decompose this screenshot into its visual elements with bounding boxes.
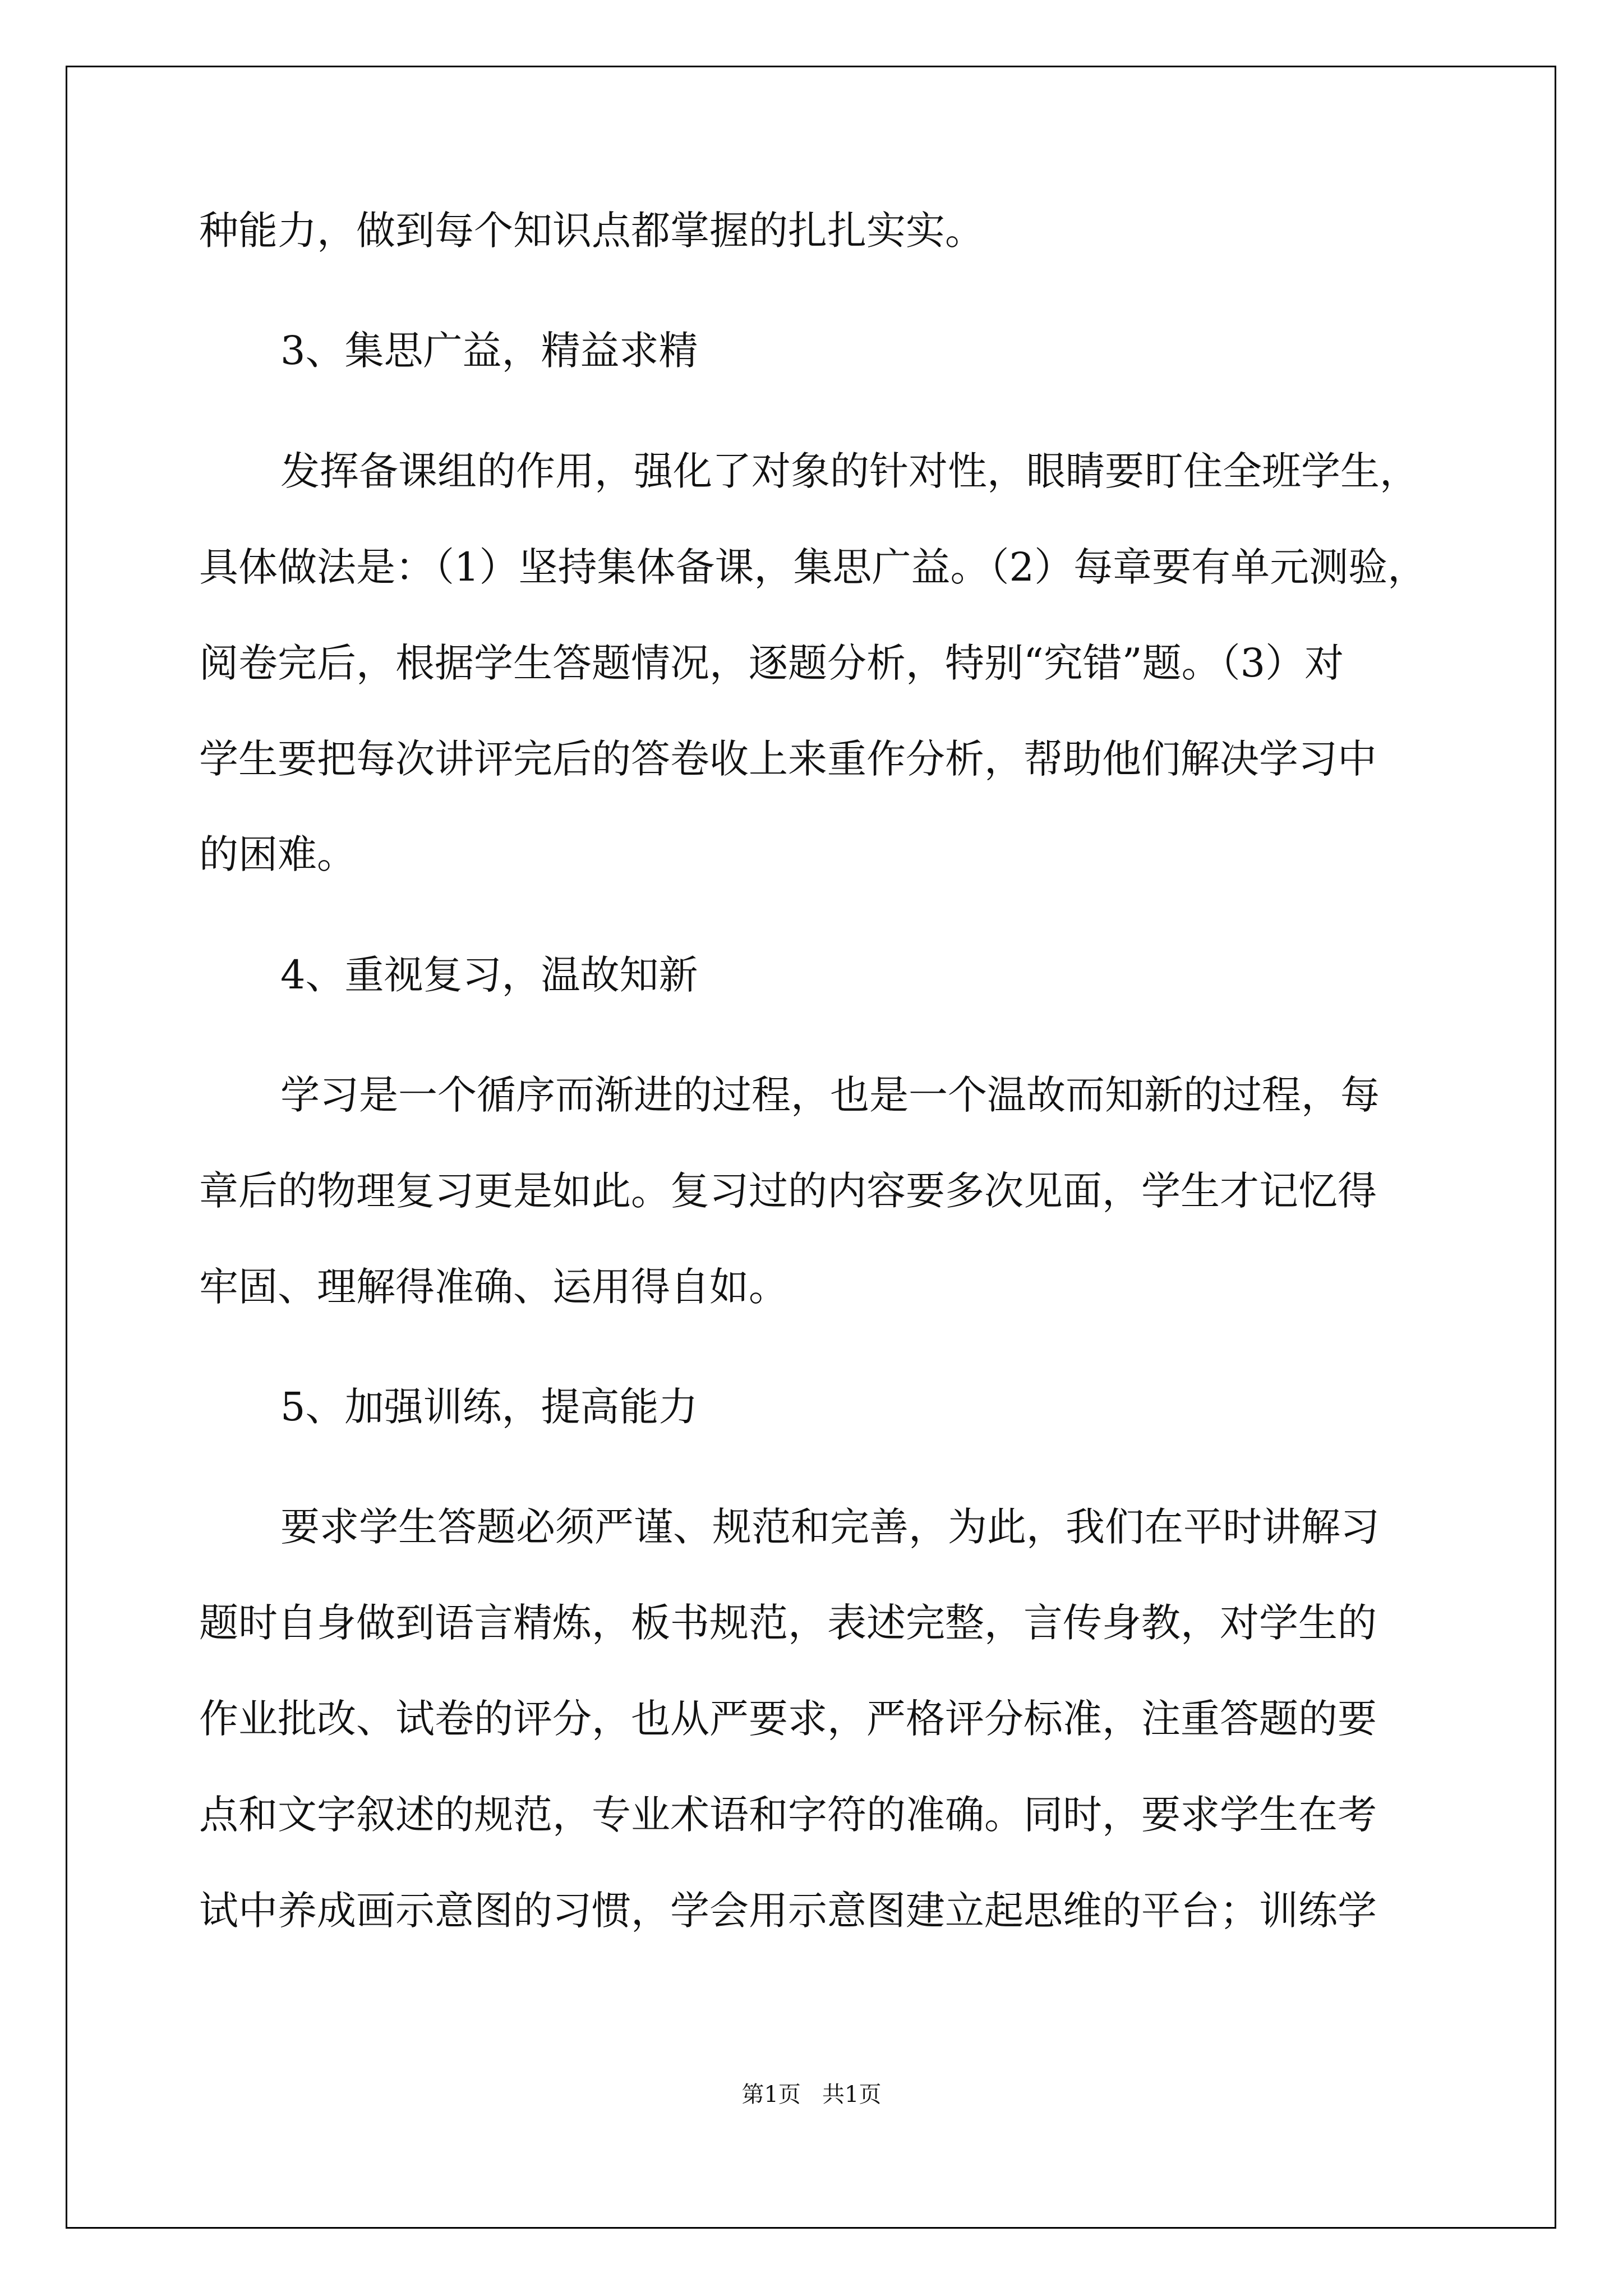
paragraph-line: 发挥备课组的作用，强化了对象的针对性，眼睛要盯住全班学生， <box>280 448 1419 494</box>
paragraph-line: 要求学生答题必须严谨、规范和完善，为此，我们在平时讲解习 <box>280 1504 1380 1550</box>
section-heading: 3、集思广益，精益求精 <box>280 328 698 374</box>
paragraph-line: 试中养成画示意图的习惯，学会用示意图建立起思维的平台；训练学 <box>199 1888 1377 1934</box>
page-number-footer: 第1页 共1页 <box>741 2082 882 2108</box>
paragraph-line: 具体做法是：（1）坚持集体备课，集思广益。（2）每章要有单元测验， <box>199 544 1427 590</box>
paragraph-line: 种能力，做到每个知识点都掌握的扎扎实实。 <box>199 208 984 254</box>
paragraph-line: 点和文字叙述的规范，专业术语和字符的准确。同时，要求学生在考 <box>199 1792 1377 1838</box>
paragraph-line: 章后的物理复习更是如此。复习过的内容要多次见面，学生才记忆得 <box>199 1168 1377 1214</box>
paragraph-line: 阅卷完后，根据学生答题情况，逐题分析，特别“究错”题。（3）对 <box>199 640 1344 686</box>
paragraph-line: 学生要把每次讲评完后的答卷收上来重作分析，帮助他们解决学习中 <box>199 736 1377 782</box>
section-heading: 4、重视复习，温故知新 <box>280 952 698 998</box>
paragraph-line: 学习是一个循序而渐进的过程，也是一个温故而知新的过程，每 <box>280 1072 1380 1118</box>
paragraph-line: 的困难。 <box>199 831 356 877</box>
paragraph-line: 牢固、理解得准确、运用得自如。 <box>199 1264 788 1310</box>
paragraph-line: 作业批改、试卷的评分，也从严要求，严格评分标准，注重答题的要 <box>199 1696 1377 1742</box>
section-heading: 5、加强训练，提高能力 <box>280 1384 698 1430</box>
paragraph-line: 题时自身做到语言精炼，板书规范，表述完整，言传身教，对学生的 <box>199 1600 1377 1646</box>
